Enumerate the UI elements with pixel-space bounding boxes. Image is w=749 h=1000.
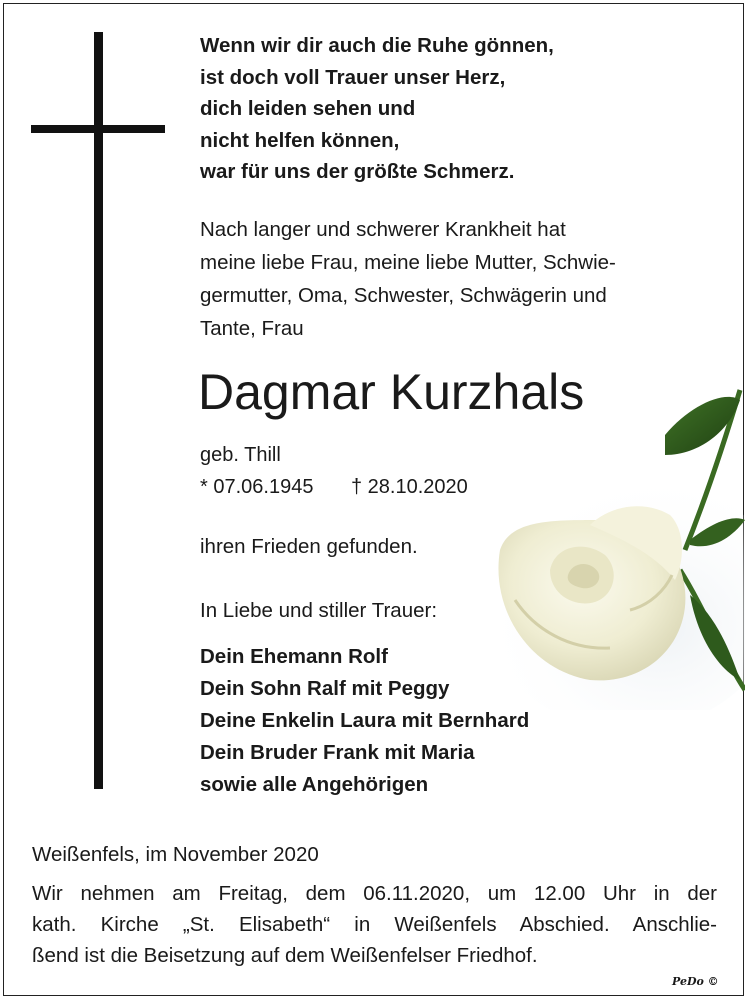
place-date: Weißenfels, im November 2020 xyxy=(32,843,319,866)
funeral-info xyxy=(32,878,717,971)
mourner: Dein Bruder Frank mit Maria xyxy=(200,741,475,764)
poem-line: nicht helfen können, xyxy=(200,128,400,152)
mourner: sowie alle Angehörigen xyxy=(200,773,429,796)
poem-line: dich leiden sehen und xyxy=(200,97,416,120)
intro-line: germutter, Oma, Schwester, Schwägerin und xyxy=(200,284,607,307)
poem-line: Wenn wir dir auch die Ruhe gönnen, xyxy=(200,34,554,57)
mourner: Dein Sohn Ralf mit Peggy xyxy=(200,677,450,700)
poem-line: war für uns der größte Schmerz. xyxy=(200,160,515,183)
mourner: Dein Ehemann Rolf xyxy=(200,645,388,668)
intro-line: Tante, Frau xyxy=(200,317,304,340)
poem-line: ist doch voll Trauer unser Herz, xyxy=(200,65,506,89)
birth-name: geb. Thill xyxy=(200,444,281,466)
signature: PeDo © xyxy=(672,975,719,988)
funeral-line: Wir nehmen am Freitag, dem 06.11.2020, um 12.00 Uhr in der xyxy=(32,882,717,905)
funeral-line: kath. Kirche „St. Elisabeth“ in Weißenfels Abschied. Anschlie- xyxy=(32,913,717,936)
death-date: † 28.10.2020 xyxy=(351,476,468,498)
funeral-line: ßend ist die Beisetzung auf dem Weißenfelser Friedhof. xyxy=(32,944,538,967)
poem xyxy=(200,30,720,188)
life-dates xyxy=(200,473,468,501)
intro-line: Nach langer und schwerer Krankheit hat xyxy=(200,218,566,241)
sorrow-text: In Liebe und stiller Trauer: xyxy=(200,599,438,622)
intro-line: meine liebe Frau, meine liebe Mutter, Schwie- xyxy=(200,251,616,274)
mourners-list xyxy=(200,641,529,801)
peace-text: ihren Frieden gefunden. xyxy=(200,535,418,558)
intro-text xyxy=(200,213,700,345)
mourner: Deine Enkelin Laura mit Bernhard xyxy=(200,709,530,732)
birth-date: * 07.06.1945 xyxy=(200,476,314,498)
deceased-name: Dagmar Kurzhals xyxy=(198,364,585,420)
